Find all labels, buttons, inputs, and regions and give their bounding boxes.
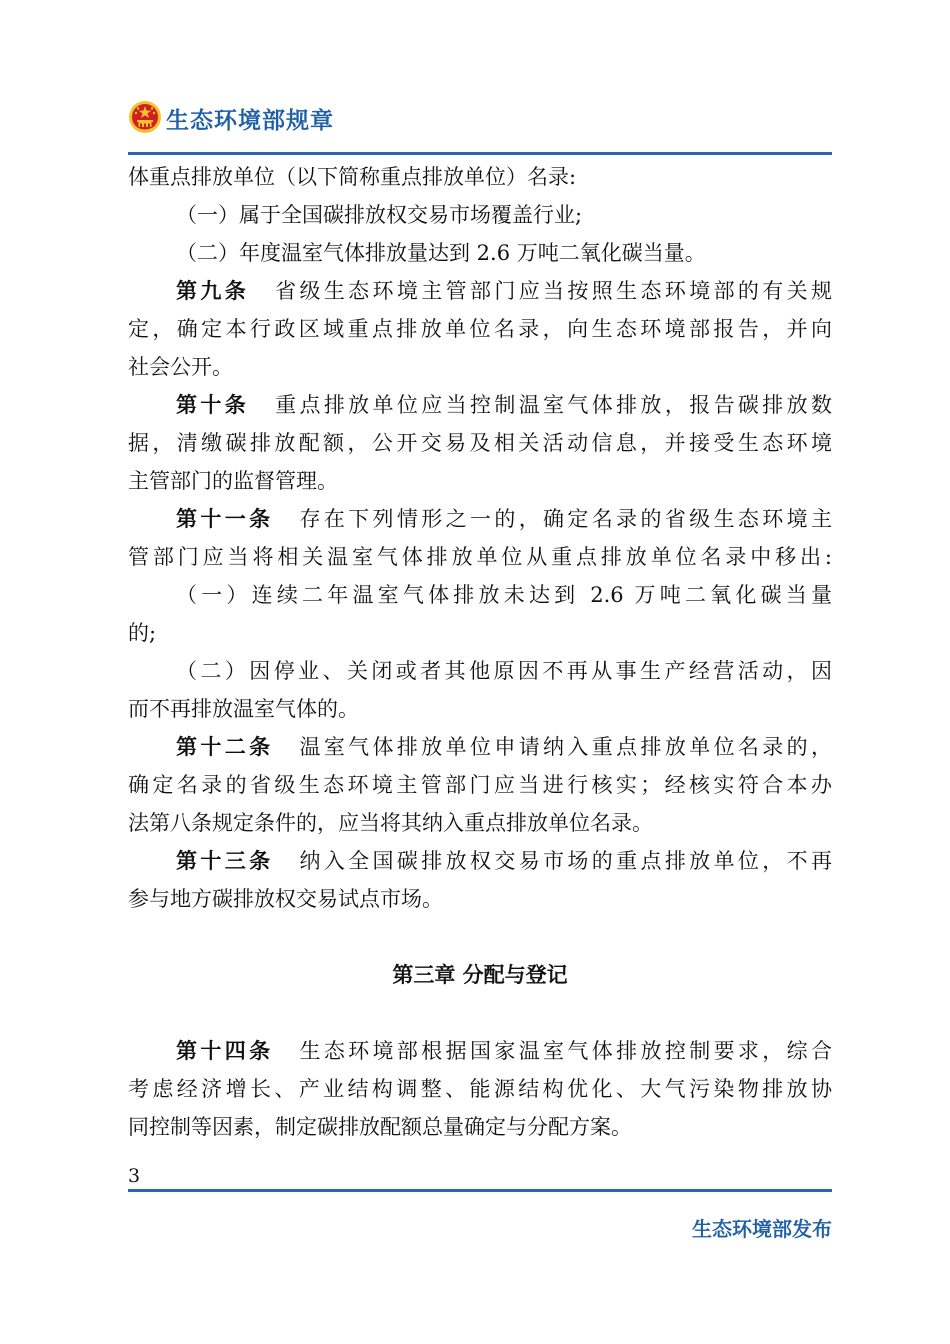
article-10 — [128, 386, 832, 424]
article-13 — [128, 842, 832, 880]
header-title: 生态环境部规章 — [166, 108, 334, 134]
body-line: 而不再排放温室气体的。 — [128, 697, 359, 721]
article-text: 纳入全国碳排放权交易市场的重点排放单位，不再 — [299, 849, 832, 873]
article-label: 第九条 — [176, 279, 250, 303]
list-item: （二）因停业、关闭或者其他原因不再从事生产经营活动，因 — [176, 659, 832, 683]
chapter-heading: 第三章 分配与登记 — [392, 963, 568, 987]
article-text: 存在下列情形之一的，确定名录的省级生态环境主 — [299, 507, 832, 531]
article-label: 第十条 — [176, 393, 250, 417]
footer-divider — [128, 1189, 832, 1192]
body-line: 定，确定本行政区域重点排放单位名录，向生态环境部报告，并向 — [128, 317, 832, 341]
body-line: 据，清缴碳排放配额，公开交易及相关活动信息，并接受生态环境 — [128, 431, 832, 455]
article-label: 第十二条 — [176, 735, 274, 759]
spacer — [128, 918, 832, 956]
article-12 — [128, 728, 832, 766]
list-item: （二）年度温室气体排放量达到 2.6 万吨二氧化碳当量。 — [176, 241, 706, 265]
national-emblem-icon — [128, 100, 162, 134]
list-item: （一）属于全国碳排放权交易市场覆盖行业; — [176, 203, 583, 227]
article-text: 省级生态环境主管部门应当按照生态环境部的有关规 — [275, 279, 832, 303]
body-line: 管部门应当将相关温室气体排放单位从重点排放单位名录中移出: — [128, 545, 832, 569]
article-14 — [128, 1032, 832, 1070]
body-line: 确定名录的省级生态环境主管部门应当进行核实；经核实符合本办 — [128, 773, 832, 797]
body-line: 考虑经济增长、产业结构调整、能源结构优化、大气污染物排放协 — [128, 1077, 832, 1101]
article-text: 重点排放单位应当控制温室气体排放，报告碳排放数 — [275, 393, 832, 417]
article-label: 第十三条 — [176, 849, 274, 873]
list-item: （一）连续二年温室气体排放未达到 2.6 万吨二氧化碳当量 — [176, 583, 832, 607]
body-line: 参与地方碳排放权交易试点市场。 — [128, 887, 443, 911]
article-9 — [128, 272, 832, 310]
article-label: 第十一条 — [176, 507, 274, 531]
spacer — [128, 994, 832, 1032]
body-line: 同控制等因素，制定碳排放配额总量确定与分配方案。 — [128, 1115, 632, 1139]
page-header — [128, 96, 832, 154]
body-line: 主管部门的监督管理。 — [128, 469, 338, 493]
article-text: 生态环境部根据国家温室气体排放控制要求，综合 — [299, 1039, 832, 1063]
footer-publisher: 生态环境部发布 — [692, 1217, 832, 1241]
article-label: 第十四条 — [176, 1039, 274, 1063]
page-number: 3 — [128, 1165, 141, 1187]
article-text: 温室气体排放单位申请纳入重点排放单位名录的， — [299, 735, 832, 759]
header-divider — [128, 152, 832, 155]
document-body — [128, 158, 832, 1146]
body-line: 社会公开。 — [128, 355, 233, 379]
body-line: 法第八条规定条件的，应当将其纳入重点排放单位名录。 — [128, 811, 653, 835]
article-11 — [128, 500, 832, 538]
body-line: 体重点排放单位（以下简称重点排放单位）名录: — [128, 165, 577, 189]
body-line: 的; — [128, 621, 157, 645]
